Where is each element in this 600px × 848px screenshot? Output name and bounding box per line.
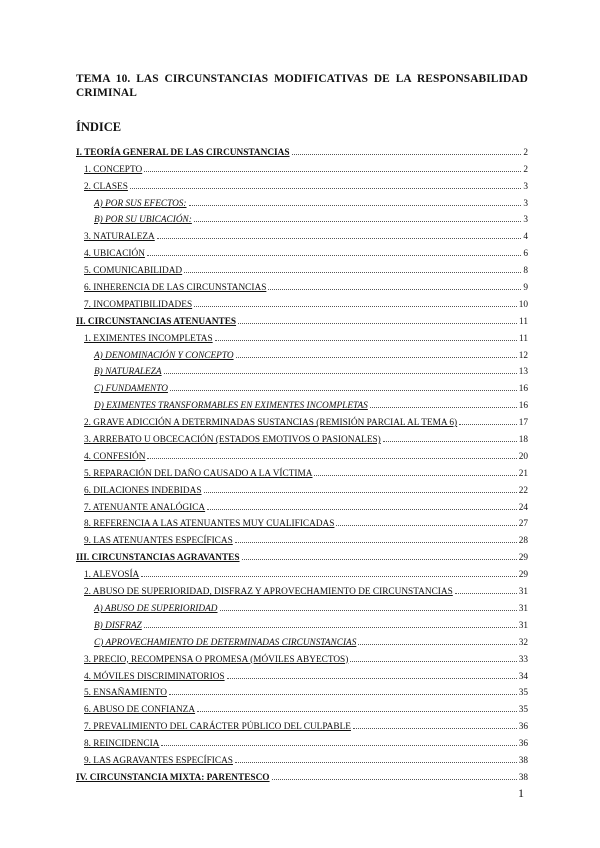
toc-entry-page: 13 bbox=[518, 367, 528, 378]
toc-entry-page: 11 bbox=[519, 333, 528, 344]
toc-entry-page: 8 bbox=[523, 266, 528, 277]
dot-leader bbox=[184, 272, 521, 273]
toc-entry[interactable] bbox=[76, 631, 528, 648]
toc-entry[interactable] bbox=[76, 749, 528, 766]
toc-entry-page: 21 bbox=[518, 468, 528, 479]
toc-entry-title[interactable]: 2. ABUSO DE SUPERIORIDAD, DISFRAZ Y APROVECHAMIENTO DE CIRCUNSTANCIAS bbox=[84, 587, 453, 598]
toc-entry-page: 16 bbox=[518, 384, 528, 395]
toc-entry-title[interactable]: 7. INCOMPATIBILIDADES bbox=[84, 299, 193, 310]
toc-entry[interactable] bbox=[76, 614, 528, 631]
toc-entry-page: 38 bbox=[518, 772, 528, 783]
toc-entry-title[interactable]: 7. ATENUANTE ANALÓGICA bbox=[84, 502, 206, 513]
dot-leader bbox=[147, 255, 521, 256]
toc-entry[interactable] bbox=[76, 192, 528, 209]
toc-entry-title[interactable]: 6. INHERENCIA DE LAS CIRCUNSTANCIAS bbox=[84, 283, 267, 294]
dot-leader bbox=[207, 509, 517, 510]
toc-entry-page: 31 bbox=[518, 603, 528, 614]
toc-entry-title[interactable]: 3. ARREBATO U OBCECACIÓN (ESTADOS EMOTIVOS O PASIONALES) bbox=[84, 435, 381, 446]
toc-entry-page: 32 bbox=[518, 637, 528, 648]
toc-entry-page: 31 bbox=[518, 620, 528, 631]
dot-leader bbox=[215, 340, 517, 341]
toc-entry-page: 17 bbox=[518, 418, 528, 429]
toc-entry-title[interactable]: 9. LAS ATENUANTES ESPECÍFICAS bbox=[84, 536, 233, 547]
document-title: TEMA 10. LAS CIRCUNSTANCIAS MODIFICATIVAS DE LA RESPONSABILIDAD CRIMINAL bbox=[76, 73, 528, 99]
toc-entry-title[interactable]: 5. ENSAÑAMIENTO bbox=[84, 688, 167, 699]
toc-entry-page: 34 bbox=[518, 671, 528, 682]
toc-entry[interactable] bbox=[76, 327, 528, 344]
toc-entry-title[interactable]: II. CIRCUNSTANCIAS ATENUANTES bbox=[76, 316, 237, 327]
toc-entry-title[interactable]: 2. GRAVE ADICCIÓN A DETERMINADAS SUSTANCIAS (REMISIÓN PARCIAL AL TEMA 6) bbox=[84, 418, 458, 429]
toc-entry-page: 29 bbox=[518, 570, 528, 581]
toc-entry-title[interactable]: 8. REFERENCIA A LAS ATENUANTES MUY CUALIFICADAS bbox=[84, 519, 335, 530]
dot-leader bbox=[455, 593, 517, 594]
toc-entry[interactable] bbox=[76, 546, 528, 563]
dot-leader bbox=[272, 779, 517, 780]
toc-entry-page: 35 bbox=[518, 705, 528, 716]
toc-entry-title[interactable]: 4. UBICACIÓN bbox=[84, 249, 145, 260]
dot-leader bbox=[238, 323, 517, 324]
toc-entry[interactable] bbox=[76, 175, 528, 192]
toc-entry-title[interactable]: 2. CLASES bbox=[84, 181, 128, 192]
toc-entry[interactable] bbox=[76, 242, 528, 259]
toc-entry[interactable] bbox=[76, 293, 528, 310]
dot-leader bbox=[170, 390, 517, 391]
toc-entry-page: 35 bbox=[518, 688, 528, 699]
dot-leader bbox=[268, 289, 521, 290]
toc-entry[interactable] bbox=[76, 529, 528, 546]
toc-entry-page: 4 bbox=[523, 232, 528, 243]
toc-entry-title[interactable]: 3. NATURALEZA bbox=[84, 232, 155, 243]
toc-entry-page: 16 bbox=[518, 401, 528, 412]
toc-entry-title[interactable]: 1. EXIMENTES INCOMPLETAS bbox=[84, 333, 213, 344]
dot-leader bbox=[353, 728, 517, 729]
dot-leader bbox=[130, 188, 521, 189]
toc-entry[interactable] bbox=[76, 344, 528, 361]
dot-leader bbox=[204, 492, 517, 493]
dot-leader bbox=[220, 610, 517, 611]
dot-leader bbox=[164, 373, 517, 374]
toc-entry[interactable] bbox=[76, 648, 528, 665]
toc-entry-title[interactable]: 1. ALEVOSÍA bbox=[84, 570, 140, 581]
toc-entry[interactable] bbox=[76, 580, 528, 597]
toc-entry-page: 9 bbox=[523, 283, 528, 294]
toc-entry[interactable] bbox=[76, 665, 528, 682]
toc-entry-page: 3 bbox=[523, 181, 528, 192]
toc-entry-page: 2 bbox=[523, 164, 528, 175]
toc-entry-title[interactable]: 7. PREVALIMIENTO DEL CARÁCTER PÚBLICO DEL CULPABLE bbox=[84, 722, 351, 733]
dot-leader bbox=[189, 205, 522, 206]
toc-entry-page: 2 bbox=[523, 147, 528, 158]
toc-entry-title[interactable]: I. TEORÍA GENERAL DE LAS CIRCUNSTANCIAS bbox=[76, 147, 290, 158]
toc-entry[interactable] bbox=[76, 715, 528, 732]
toc-entry-title[interactable]: 4. MÓVILES DISCRIMINATORIOS bbox=[84, 671, 225, 682]
toc-entry-page: 24 bbox=[518, 502, 528, 513]
toc-entry-title[interactable]: C) APROVECHAMIENTO DE DETERMINADAS CIRCUNSTANCIAS bbox=[94, 637, 357, 648]
toc-entry-title[interactable]: 4. CONFESIÓN bbox=[84, 451, 146, 462]
dot-leader bbox=[383, 441, 517, 442]
toc-entry[interactable] bbox=[76, 445, 528, 462]
toc-entry[interactable] bbox=[76, 682, 528, 699]
toc-entry-page: 36 bbox=[518, 722, 528, 733]
toc-entry-title[interactable]: A) DENOMINACIÓN Y CONCEPTO bbox=[94, 350, 234, 361]
dot-leader bbox=[194, 306, 517, 307]
toc-entry-page: 10 bbox=[518, 299, 528, 310]
toc-entry[interactable] bbox=[76, 428, 528, 445]
toc-entry-page: 38 bbox=[518, 755, 528, 766]
dot-leader bbox=[358, 644, 516, 645]
toc-entry[interactable] bbox=[76, 411, 528, 428]
toc-entry[interactable] bbox=[76, 158, 528, 175]
dot-leader bbox=[314, 475, 516, 476]
dot-leader bbox=[227, 678, 517, 679]
toc-entry-page: 3 bbox=[523, 215, 528, 226]
toc-entry-page: 28 bbox=[518, 536, 528, 547]
toc-entry[interactable] bbox=[76, 732, 528, 749]
toc-entry[interactable] bbox=[76, 479, 528, 496]
toc-entry-page: 36 bbox=[518, 739, 528, 750]
toc-entry-page: 12 bbox=[518, 350, 528, 361]
toc-entry[interactable] bbox=[76, 394, 528, 411]
table-of-contents bbox=[76, 141, 528, 783]
toc-entry-title[interactable]: A) ABUSO DE SUPERIORIDAD bbox=[94, 603, 218, 614]
toc-entry[interactable] bbox=[76, 462, 528, 479]
toc-entry-title[interactable]: 1. CONCEPTO bbox=[84, 164, 143, 175]
toc-entry-title[interactable]: 5. COMUNICABILIDAD bbox=[84, 266, 183, 277]
toc-entry-title[interactable]: 6. DILACIONES INDEBIDAS bbox=[84, 485, 202, 496]
toc-entry-title[interactable]: D) EXIMENTES TRANSFORMABLES EN EXIMENTES INCOMPLETAS bbox=[94, 401, 368, 412]
toc-entry-page: 11 bbox=[519, 316, 528, 327]
toc-entry-title[interactable]: B) NATURALEZA bbox=[94, 367, 162, 378]
dot-leader bbox=[197, 711, 517, 712]
dot-leader bbox=[157, 238, 522, 239]
toc-entry-title[interactable]: 9. LAS AGRAVANTES ESPECÍFICAS bbox=[84, 755, 233, 766]
toc-entry-page: 33 bbox=[518, 654, 528, 665]
toc-entry[interactable] bbox=[76, 377, 528, 394]
toc-entry[interactable] bbox=[76, 563, 528, 580]
toc-entry[interactable] bbox=[76, 766, 528, 783]
toc-entry-title[interactable]: B) POR SU UBICACIÓN: bbox=[94, 215, 192, 226]
dot-leader bbox=[336, 525, 516, 526]
dot-leader bbox=[459, 424, 517, 425]
toc-entry[interactable] bbox=[76, 496, 528, 513]
dot-leader bbox=[169, 694, 517, 695]
toc-entry[interactable] bbox=[76, 225, 528, 242]
toc-entry-title[interactable]: A) POR SUS EFECTOS: bbox=[94, 198, 187, 209]
dot-leader bbox=[235, 762, 517, 763]
toc-entry-page: 22 bbox=[518, 485, 528, 496]
dot-leader bbox=[292, 154, 522, 155]
toc-entry-page: 29 bbox=[518, 553, 528, 564]
toc-entry-title[interactable]: 3. PRECIO, RECOMPENSA O PROMESA (MÓVILES ABYECTOS) bbox=[84, 654, 349, 665]
index-heading: ÍNDICE bbox=[76, 120, 122, 134]
toc-entry[interactable] bbox=[76, 361, 528, 378]
toc-entry[interactable] bbox=[76, 209, 528, 226]
toc-entry-title[interactable]: B) DISFRAZ bbox=[94, 620, 142, 631]
dot-leader bbox=[236, 357, 517, 358]
dot-leader bbox=[242, 559, 517, 560]
dot-leader bbox=[194, 221, 521, 222]
dot-leader bbox=[161, 745, 516, 746]
dot-leader bbox=[370, 407, 517, 408]
toc-entry[interactable] bbox=[76, 597, 528, 614]
toc-entry-title[interactable]: C) FUNDAMENTO bbox=[94, 384, 168, 395]
toc-entry[interactable] bbox=[76, 698, 528, 715]
toc-entry-page: 6 bbox=[523, 249, 528, 260]
dot-leader bbox=[141, 576, 516, 577]
toc-entry[interactable] bbox=[76, 276, 528, 293]
toc-entry[interactable] bbox=[76, 141, 528, 158]
toc-entry-page: 20 bbox=[518, 451, 528, 462]
dot-leader bbox=[147, 458, 516, 459]
toc-entry-page: 3 bbox=[523, 198, 528, 209]
toc-entry-title[interactable]: 6. ABUSO DE CONFIANZA bbox=[84, 705, 196, 716]
dot-leader bbox=[350, 661, 516, 662]
dot-leader bbox=[144, 627, 517, 628]
toc-entry[interactable] bbox=[76, 513, 528, 530]
toc-entry-title[interactable]: III. CIRCUNSTANCIAS AGRAVANTES bbox=[76, 553, 240, 564]
toc-entry-title[interactable]: 8. REINCIDENCIA bbox=[84, 739, 160, 750]
dot-leader bbox=[235, 542, 517, 543]
dot-leader bbox=[144, 171, 521, 172]
toc-entry[interactable] bbox=[76, 259, 528, 276]
toc-entry-page: 18 bbox=[518, 435, 528, 446]
page-number: 1 bbox=[518, 786, 524, 800]
toc-entry-title[interactable]: IV. CIRCUNSTANCIA MIXTA: PARENTESCO bbox=[76, 772, 270, 783]
toc-entry-page: 27 bbox=[518, 519, 528, 530]
toc-entry-page: 31 bbox=[518, 587, 528, 598]
toc-entry[interactable] bbox=[76, 310, 528, 327]
toc-entry-title[interactable]: 5. REPARACIÓN DEL DAÑO CAUSADO A LA VÍCTIMA bbox=[84, 468, 313, 479]
